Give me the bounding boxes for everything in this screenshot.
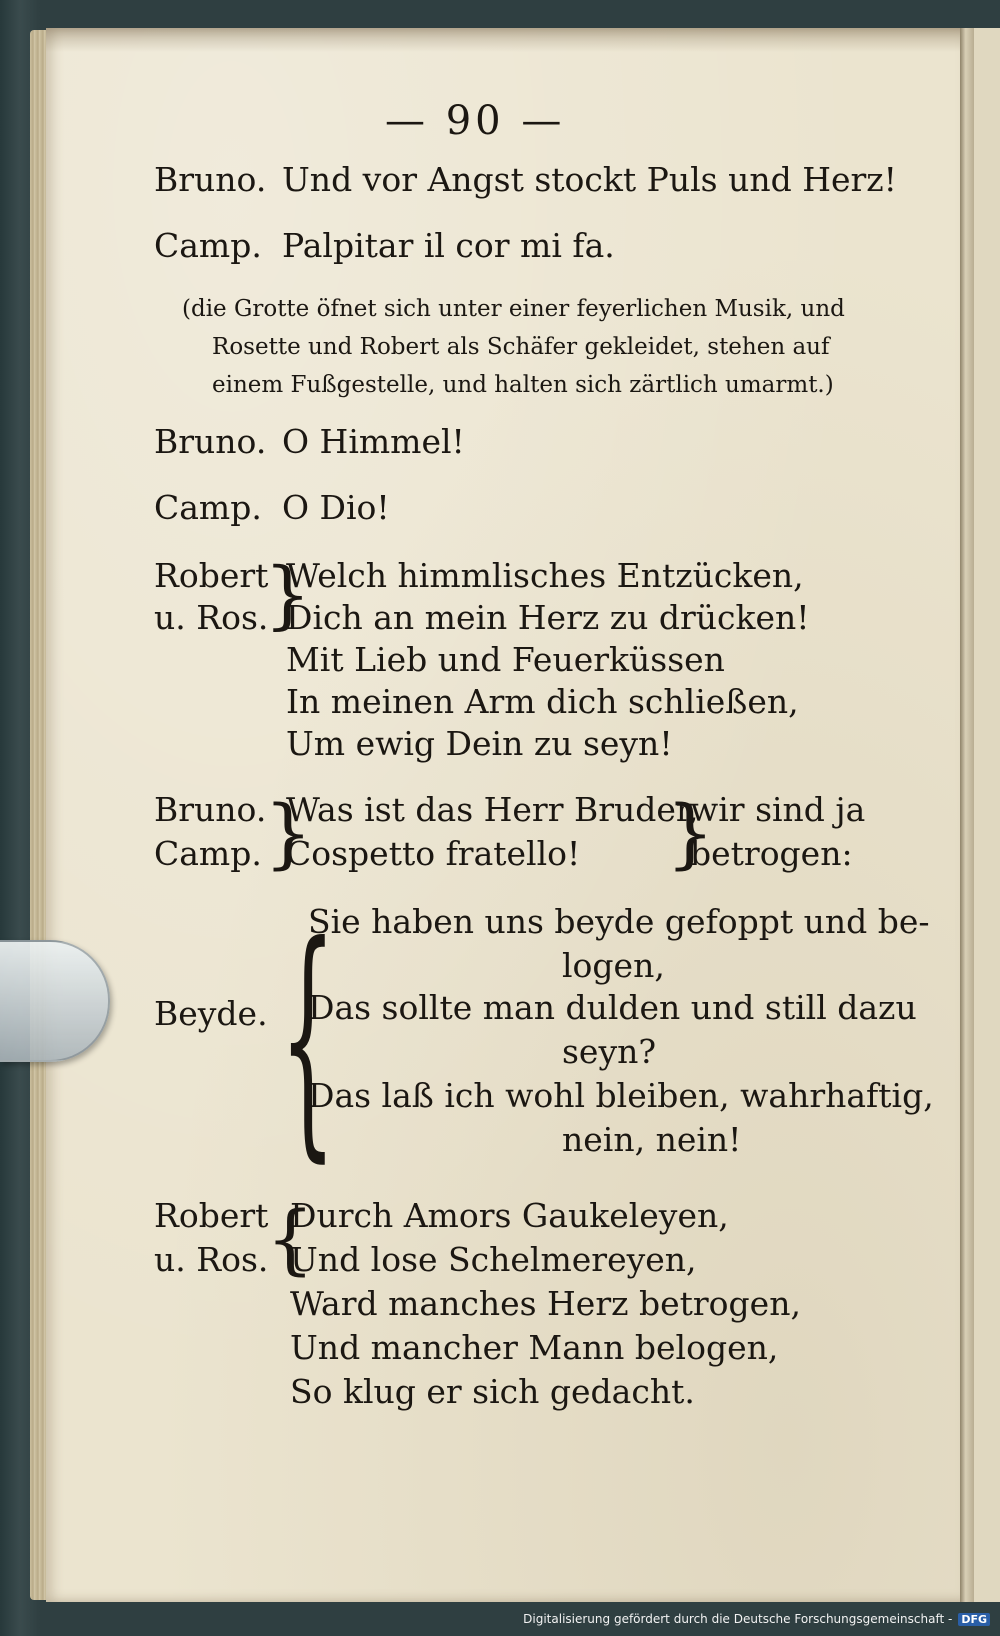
verse-line: Cospetto fratello! xyxy=(286,834,581,873)
speaker-bruno: Bruno. xyxy=(154,422,267,461)
brace-glyph: { xyxy=(266,1194,315,1283)
verse-line: In meinen Arm dich schließen, xyxy=(286,682,799,721)
page-number: — 90 — xyxy=(385,98,566,144)
verse-line: Ward manches Herz betrogen, xyxy=(290,1284,801,1323)
verse-line: logen, xyxy=(562,946,665,985)
speaker-camp: Camp. xyxy=(154,488,262,527)
brace-glyph: } xyxy=(264,552,312,638)
speaker-bruno: Bruno. xyxy=(154,160,267,199)
speaker-bruno: Bruno. xyxy=(154,790,267,829)
speaker-robert: Robert xyxy=(154,556,269,595)
verse-line: Mit Lieb und Feuerküssen xyxy=(286,640,725,679)
facing-page-edge xyxy=(974,28,1000,1602)
brace-glyph: { xyxy=(280,892,336,1183)
page-top-shadow xyxy=(46,28,974,52)
verse-line: Sie haben uns beyde gefoppt und be- xyxy=(308,902,930,941)
verse-line: Welch himmlisches Entzücken, xyxy=(286,556,804,595)
verse-line: nein, nein! xyxy=(562,1120,742,1159)
verse-line: O Himmel! xyxy=(282,422,465,461)
speaker-camp: Camp. xyxy=(154,226,262,265)
verse-line: Was ist das Herr Bruder, xyxy=(286,790,699,829)
verse-line: Und vor Angst stockt Puls und Herz! xyxy=(282,160,897,199)
verse-line: Das sollte man dulden und still dazu xyxy=(308,988,917,1027)
verse-line: Dich an mein Herz zu drücken! xyxy=(286,598,810,637)
credit-text: Digitalisierung gefördert durch die Deutsche Forschungsgemeinschaft - xyxy=(523,1612,953,1626)
verse-line: So klug er sich gedacht. xyxy=(290,1372,695,1411)
verse-line: O Dio! xyxy=(282,488,390,527)
speaker-rosette: u. Ros. xyxy=(154,1240,269,1279)
speaker-robert: Robert xyxy=(154,1196,269,1235)
brace-glyph: } xyxy=(264,788,313,877)
verse-line: Das laß ich wohl bleiben, wahrhaftig, xyxy=(308,1076,934,1115)
dfg-logo: DFG xyxy=(958,1613,990,1626)
digitization-credit xyxy=(523,1612,990,1626)
verse-line: Und mancher Mann belogen, xyxy=(290,1328,779,1367)
speaker-rosette: u. Ros. xyxy=(154,598,269,637)
verse-line: wir sind ja xyxy=(690,790,866,829)
stage-direction-line: (die Grotte öfnet sich unter einer feyerlichen Musik, und xyxy=(182,296,845,322)
verse-line: Und lose Schelmereyen, xyxy=(290,1240,697,1279)
speaker-camp: Camp. xyxy=(154,834,262,873)
verse-line: betrogen: xyxy=(690,834,853,873)
book-gutter xyxy=(960,28,974,1602)
brace-glyph: } xyxy=(666,788,715,877)
verse-line: Durch Amors Gaukeleyen, xyxy=(290,1196,729,1235)
stage-direction-line: Rosette und Robert als Schäfer gekleidet, stehen auf xyxy=(212,334,830,360)
verse-line: Palpitar il cor mi fa. xyxy=(282,226,615,265)
speaker-beyde: Beyde. xyxy=(154,994,268,1033)
stage-direction-line: einem Fußgestelle, und halten sich zärtlich umarmt.) xyxy=(212,372,834,398)
verse-line: seyn? xyxy=(562,1032,657,1071)
verse-line: Um ewig Dein zu seyn! xyxy=(286,724,673,763)
